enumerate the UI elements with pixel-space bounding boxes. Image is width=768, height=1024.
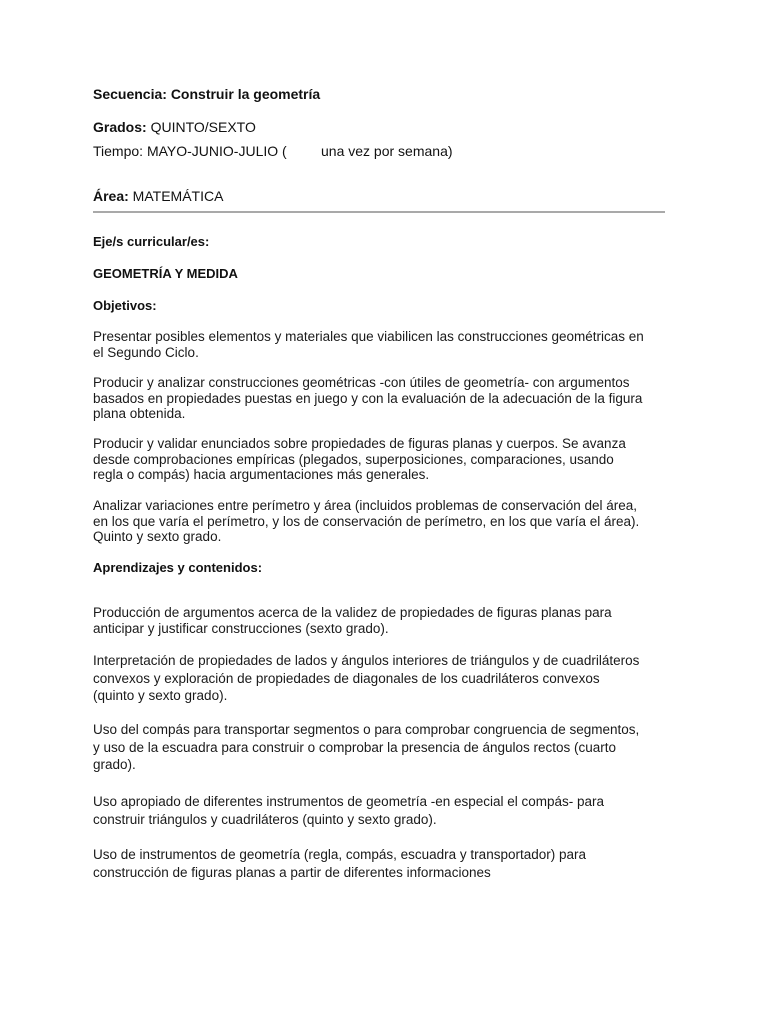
text-line: regla o compás) hacia argumentaciones más generales. [93, 467, 430, 482]
text-line: convexos y exploración de propiedades de diagonales de los cuadriláteros convexos [93, 670, 600, 686]
objetivo-paragraph [93, 498, 639, 545]
text-line: Producir y analizar construcciones geométricas -con útiles de geometría- con argumentos [93, 375, 630, 390]
section-divider [93, 211, 665, 213]
text-line: Quinto y sexto grado. [93, 529, 222, 544]
text-line: construcción de figuras planas a partir de diferentes informaciones [93, 864, 491, 880]
grados-label: Grados: [93, 119, 147, 135]
aprendizaje-paragraph [93, 605, 612, 636]
area-label: Área: [93, 188, 129, 204]
tiempo-line [93, 142, 287, 160]
objetivo-paragraph [93, 436, 626, 483]
text-line: (quinto y sexto grado). [93, 688, 228, 703]
objetivo-paragraph [93, 375, 642, 422]
tiempo-value: MAYO-JUNIO-JULIO ( [143, 143, 287, 159]
text-line: plana obtenida. [93, 406, 186, 421]
document-title: Secuencia: Construir la geometría [93, 86, 321, 102]
grados-line [93, 118, 256, 136]
objetivos-heading: Objetivos: [93, 298, 157, 313]
text-line: Producción de argumentos acerca de la validez de propiedades de figuras planas para [93, 605, 612, 620]
area-value: MATEMÁTICA [128, 188, 224, 204]
text-line: Producir y validar enunciados sobre propiedades de figuras planas y cuerpos. Se avanza [93, 436, 626, 451]
aprendizajes-heading: Aprendizajes y contenidos: [93, 560, 263, 575]
aprendizaje-paragraph [93, 652, 639, 705]
text-line: anticipar y justificar construcciones (sexto grado). [93, 620, 389, 636]
text-line: en los que varía el perímetro, y los de conservación de perímetro, en los que varía el área). [93, 513, 640, 529]
text-line: Analizar variaciones entre perímetro y área (incluidos problemas de conservación del área, [93, 498, 638, 513]
ejes-heading: Eje/s curricular/es: [93, 234, 210, 249]
grados-value: QUINTO/SEXTO [146, 119, 256, 135]
objetivo-paragraph [93, 329, 644, 360]
text-line: el Segundo Ciclo. [93, 344, 199, 360]
text-line: y uso de la escuadra para construir o comprobar la presencia de ángulos rectos (cuarto [93, 739, 617, 755]
text-line: Uso de instrumentos de geometría (regla, compás, escuadra y transportador) para [93, 847, 586, 862]
text-line: construir triángulos y cuadriláteros (quinto y sexto grado). [93, 811, 437, 827]
text-line: basados en propiedades puestas en juego y con la evaluación de la adecuación de la figura [93, 390, 643, 406]
text-line: Uso apropiado de diferentes instrumentos de geometría -en especial el compás- para [93, 794, 605, 809]
aprendizaje-paragraph [93, 846, 586, 881]
ejes-value: GEOMETRÍA Y MEDIDA [93, 266, 238, 281]
aprendizaje-paragraph [93, 793, 604, 828]
text-line: grado). [93, 757, 136, 772]
tiempo-label: Tiempo: [93, 143, 144, 159]
text-line: Uso del compás para transportar segmentos o para comprobar congruencia de segmentos, [93, 722, 640, 737]
aprendizaje-paragraph [93, 721, 639, 774]
text-line: Interpretación de propiedades de lados y ángulos interiores de triángulos y de cuadriláteros [93, 653, 640, 668]
text-line: Presentar posibles elementos y materiales que viabilicen las construcciones geométricas en [93, 329, 644, 344]
area-line [93, 187, 223, 205]
text-line: desde comprobaciones empíricas (plegados, superposiciones, comparaciones, usando [93, 451, 614, 467]
tiempo-frequency: una vez por semana) [321, 143, 453, 159]
